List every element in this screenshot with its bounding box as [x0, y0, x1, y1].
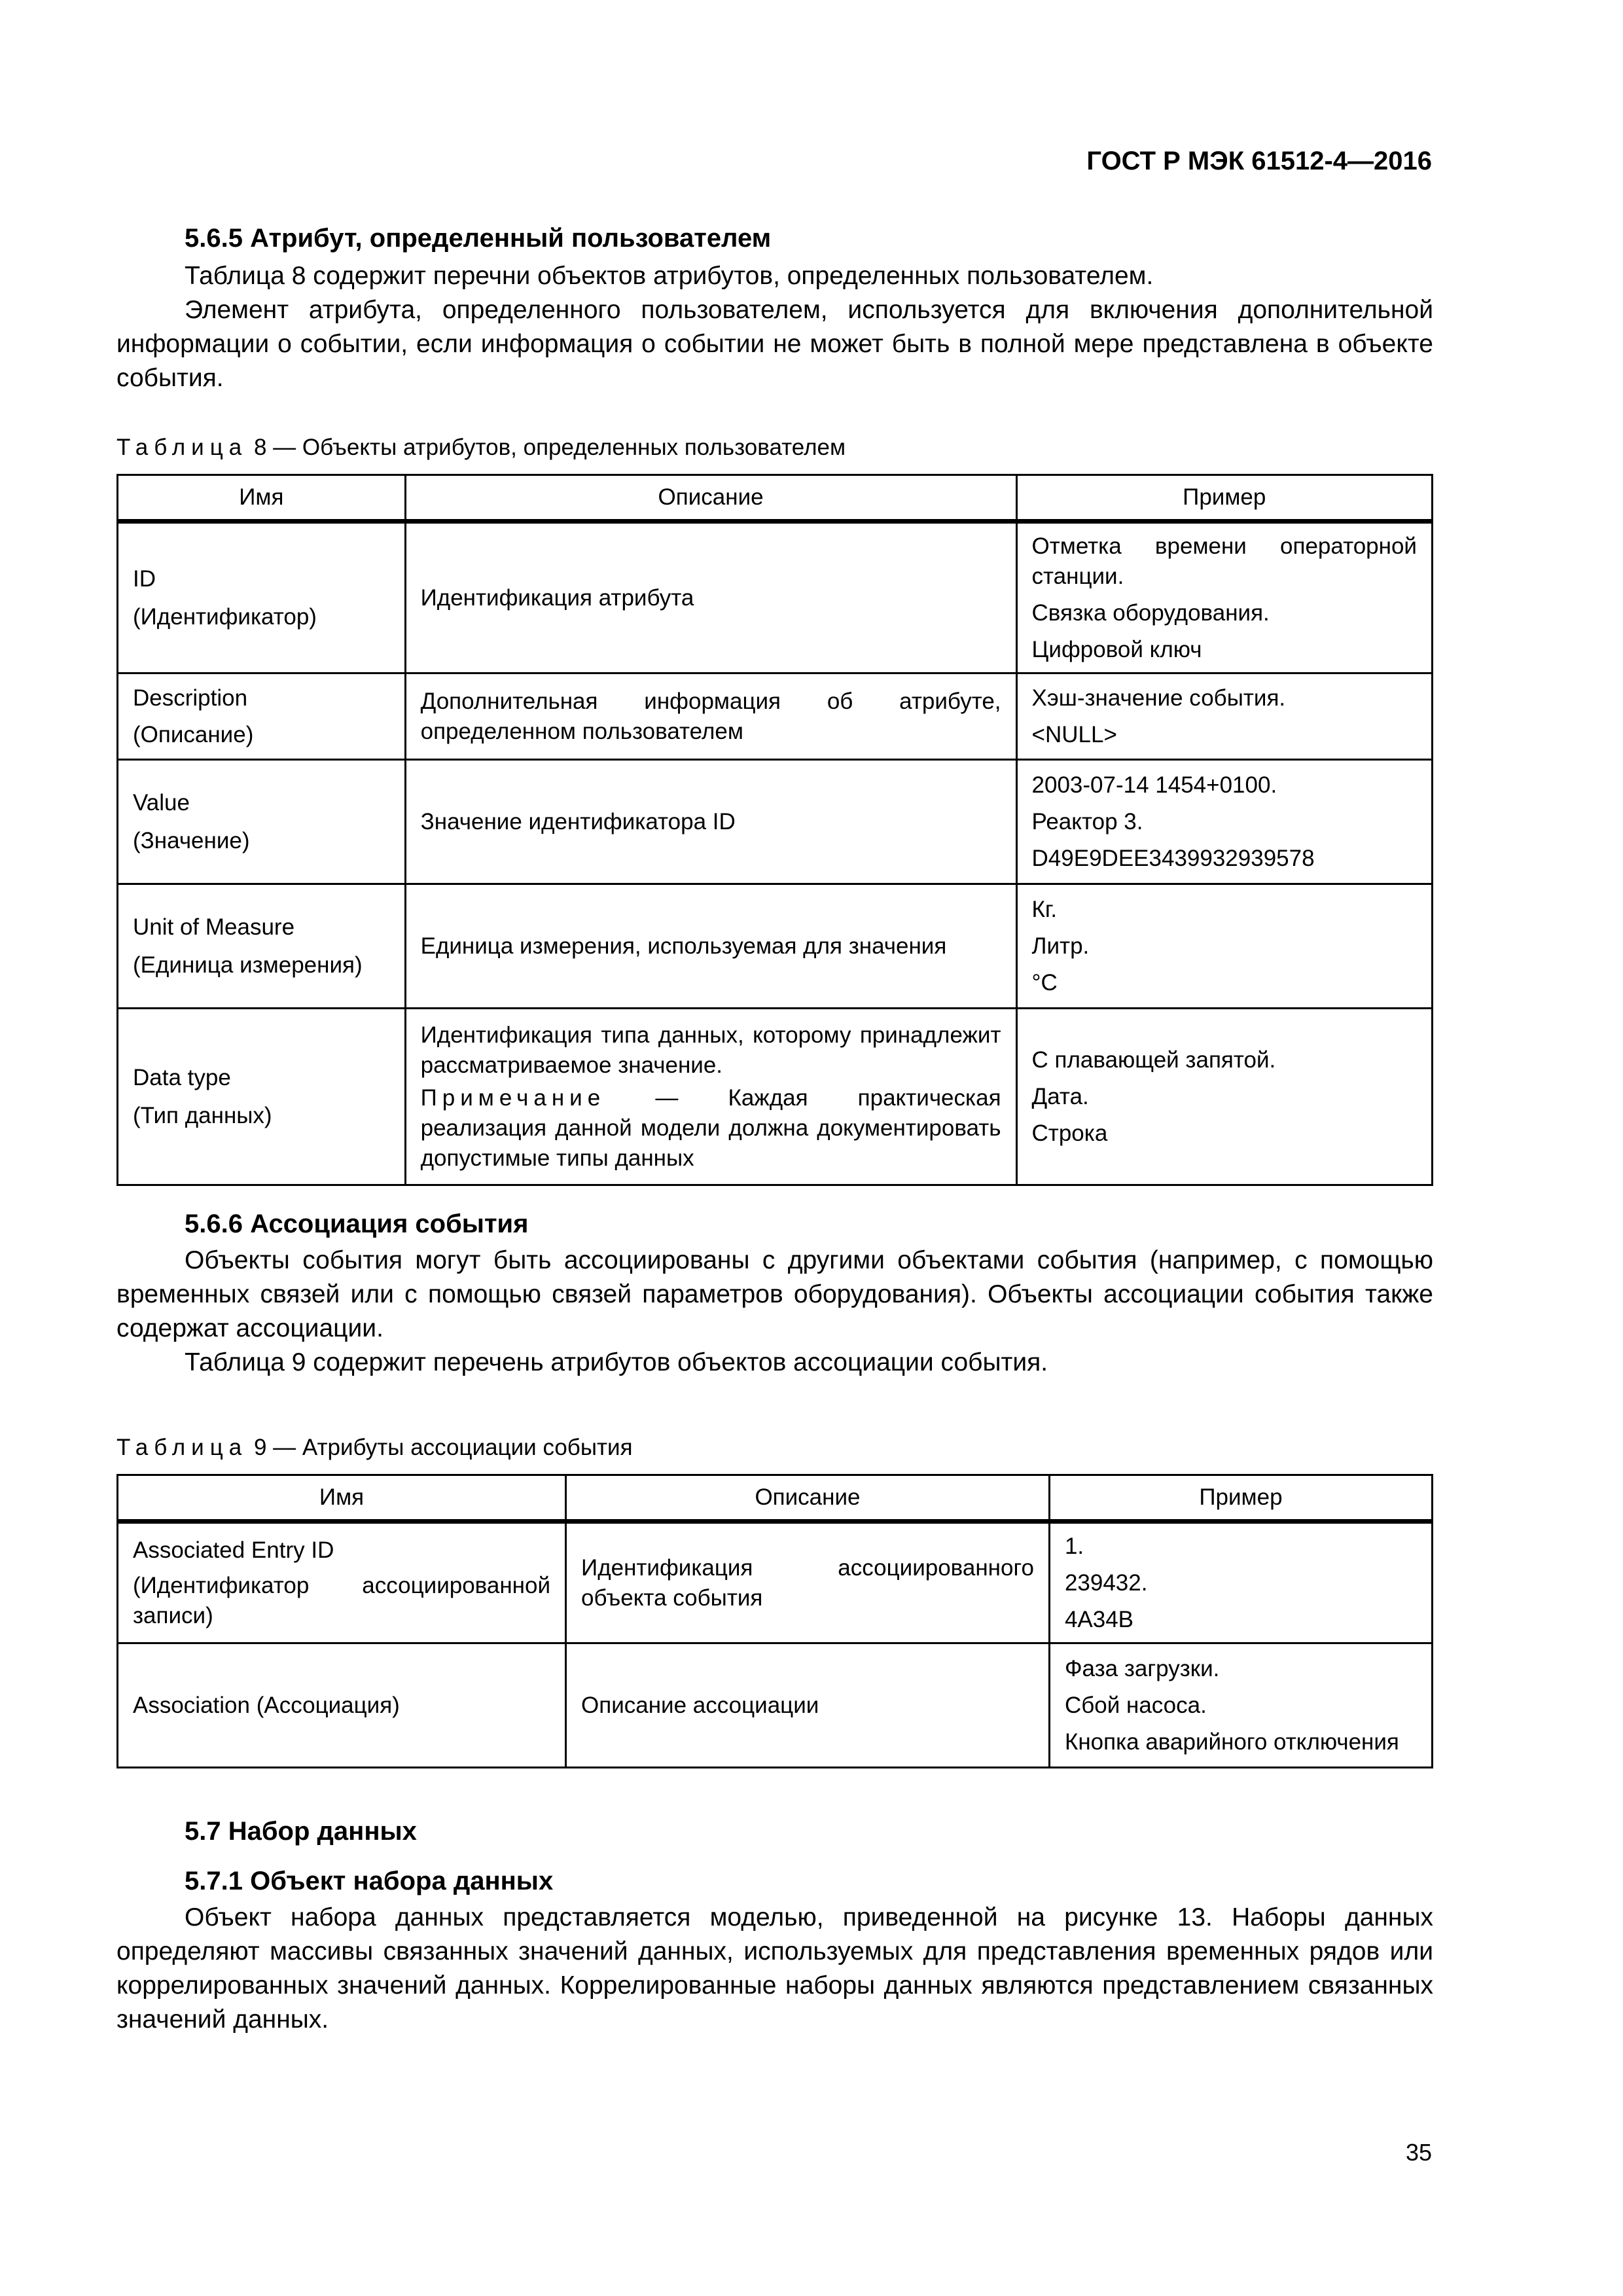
table-row [118, 1522, 1433, 1643]
section-565-paragraph-1: Таблица 8 содержит перечни объектов атрибутов, определенных пользователем. [185, 262, 1154, 290]
table-8-header-example: Пример [1016, 475, 1432, 522]
table-cell-example: Кг. Литр. °C [1016, 884, 1432, 1009]
table-9-header-row [118, 1475, 1433, 1522]
section-571-body [116, 1901, 1433, 2037]
table-cell-example: 2003-07-14 1454+0100. Реактор 3. D49E9DEE3439932939578 [1016, 760, 1432, 884]
table-cell-name: Unit of Measure (Единица измерения) [118, 884, 406, 1009]
table-9-caption: Таблица 9 — Атрибуты ассоциации события [116, 1435, 633, 1460]
section-57-heading: 5.7 Набор данных [185, 1817, 417, 1846]
table-cell-description: Идентификация атрибута [405, 522, 1016, 673]
table-cell-description: Дополнительная информация об атрибуте, определенном пользователем [405, 673, 1016, 760]
standard-header: ГОСТ Р МЭК 61512-4—2016 [1086, 147, 1432, 175]
table-cell-description: Идентификация типа данных, которому принадлежит рассматриваемое значение. Примечание — Каждая практическая реализация данной модели должна документировать допустимые типы данных [405, 1009, 1016, 1185]
table-cell-example: Отметка времени операторной станции. Связка оборудования. Цифровой ключ [1016, 522, 1432, 673]
table-8-header-description: Описание [405, 475, 1016, 522]
section-566-heading: 5.6.6 Ассоциация события [185, 1210, 529, 1238]
table-cell-name: Association (Ассоциация) [118, 1643, 566, 1768]
page-number: 35 [1405, 2139, 1432, 2166]
table-note: Примечание — Каждая практическая реализация данной модели должна документировать допустимые типы данных [420, 1085, 1001, 1171]
table-row [118, 1009, 1433, 1185]
table-cell-example: 1. 239432. 4A34B [1049, 1522, 1432, 1643]
table-cell-example: Фаза загрузки. Сбой насоса. Кнопка аварийного отключения [1049, 1643, 1432, 1768]
table-cell-example: С плавающей запятой. Дата. Строка [1016, 1009, 1432, 1185]
section-566-paragraph-1: Объекты события могут быть ассоциированы с другими объектами события (например, с помощью временных связей или с помощью связей параметров оборудования). Объекты ассоциации события также содержат ассоциации. [116, 1246, 1433, 1342]
table-9-header-example: Пример [1049, 1475, 1432, 1522]
table-8-header-name: Имя [118, 475, 406, 522]
table-8-caption: Таблица 8 — Объекты атрибутов, определенных пользователем [116, 435, 846, 460]
table-cell-name: ID (Идентификатор) [118, 522, 406, 673]
table-cell-description: Описание ассоциации [566, 1643, 1050, 1768]
table-cell-name: Data type (Тип данных) [118, 1009, 406, 1185]
section-566-paragraph-2: Таблица 9 содержит перечень атрибутов объектов ассоциации события. [185, 1348, 1048, 1376]
table-cell-name: Associated Entry ID (Идентификатор ассоциированной записи) [118, 1522, 566, 1643]
table-8-header-row [118, 475, 1433, 522]
table-row [118, 760, 1433, 884]
table-cell-name: Description (Описание) [118, 673, 406, 760]
table-cell-description: Единица измерения, используемая для значения [405, 884, 1016, 1009]
table-cell-example: Хэш-значение события. <NULL> [1016, 673, 1432, 760]
table-row [118, 673, 1433, 760]
section-566-body [116, 1244, 1433, 1380]
section-565-paragraph-2: Элемент атрибута, определенного пользователем, используется для включения дополнительной информации о событии, если информация о событии не может быть в полной мере представлена в объекте события. [116, 296, 1433, 392]
table-9 [116, 1474, 1433, 1768]
section-565-body [116, 259, 1433, 395]
table-row [118, 1643, 1433, 1768]
section-571-paragraph-1: Объект набора данных представляется моделью, приведенной на рисунке 13. Наборы данных определяют массивы связанных значений данных, используемых для представления временных рядов или коррелированных значений данных. Коррелированные наборы данных являются представлением связанных значений данных. [116, 1903, 1433, 2034]
table-cell-name: Value (Значение) [118, 760, 406, 884]
table-row [118, 884, 1433, 1009]
table-cell-description: Значение идентификатора ID [405, 760, 1016, 884]
table-row [118, 522, 1433, 673]
section-571-heading: 5.7.1 Объект набора данных [185, 1867, 554, 1895]
table-9-header-description: Описание [566, 1475, 1050, 1522]
table-9-header-name: Имя [118, 1475, 566, 1522]
table-cell-description: Идентификация ассоциированного объекта события [566, 1522, 1050, 1643]
section-565-heading: 5.6.5 Атрибут, определенный пользователем [185, 224, 772, 253]
table-8 [116, 474, 1433, 1186]
